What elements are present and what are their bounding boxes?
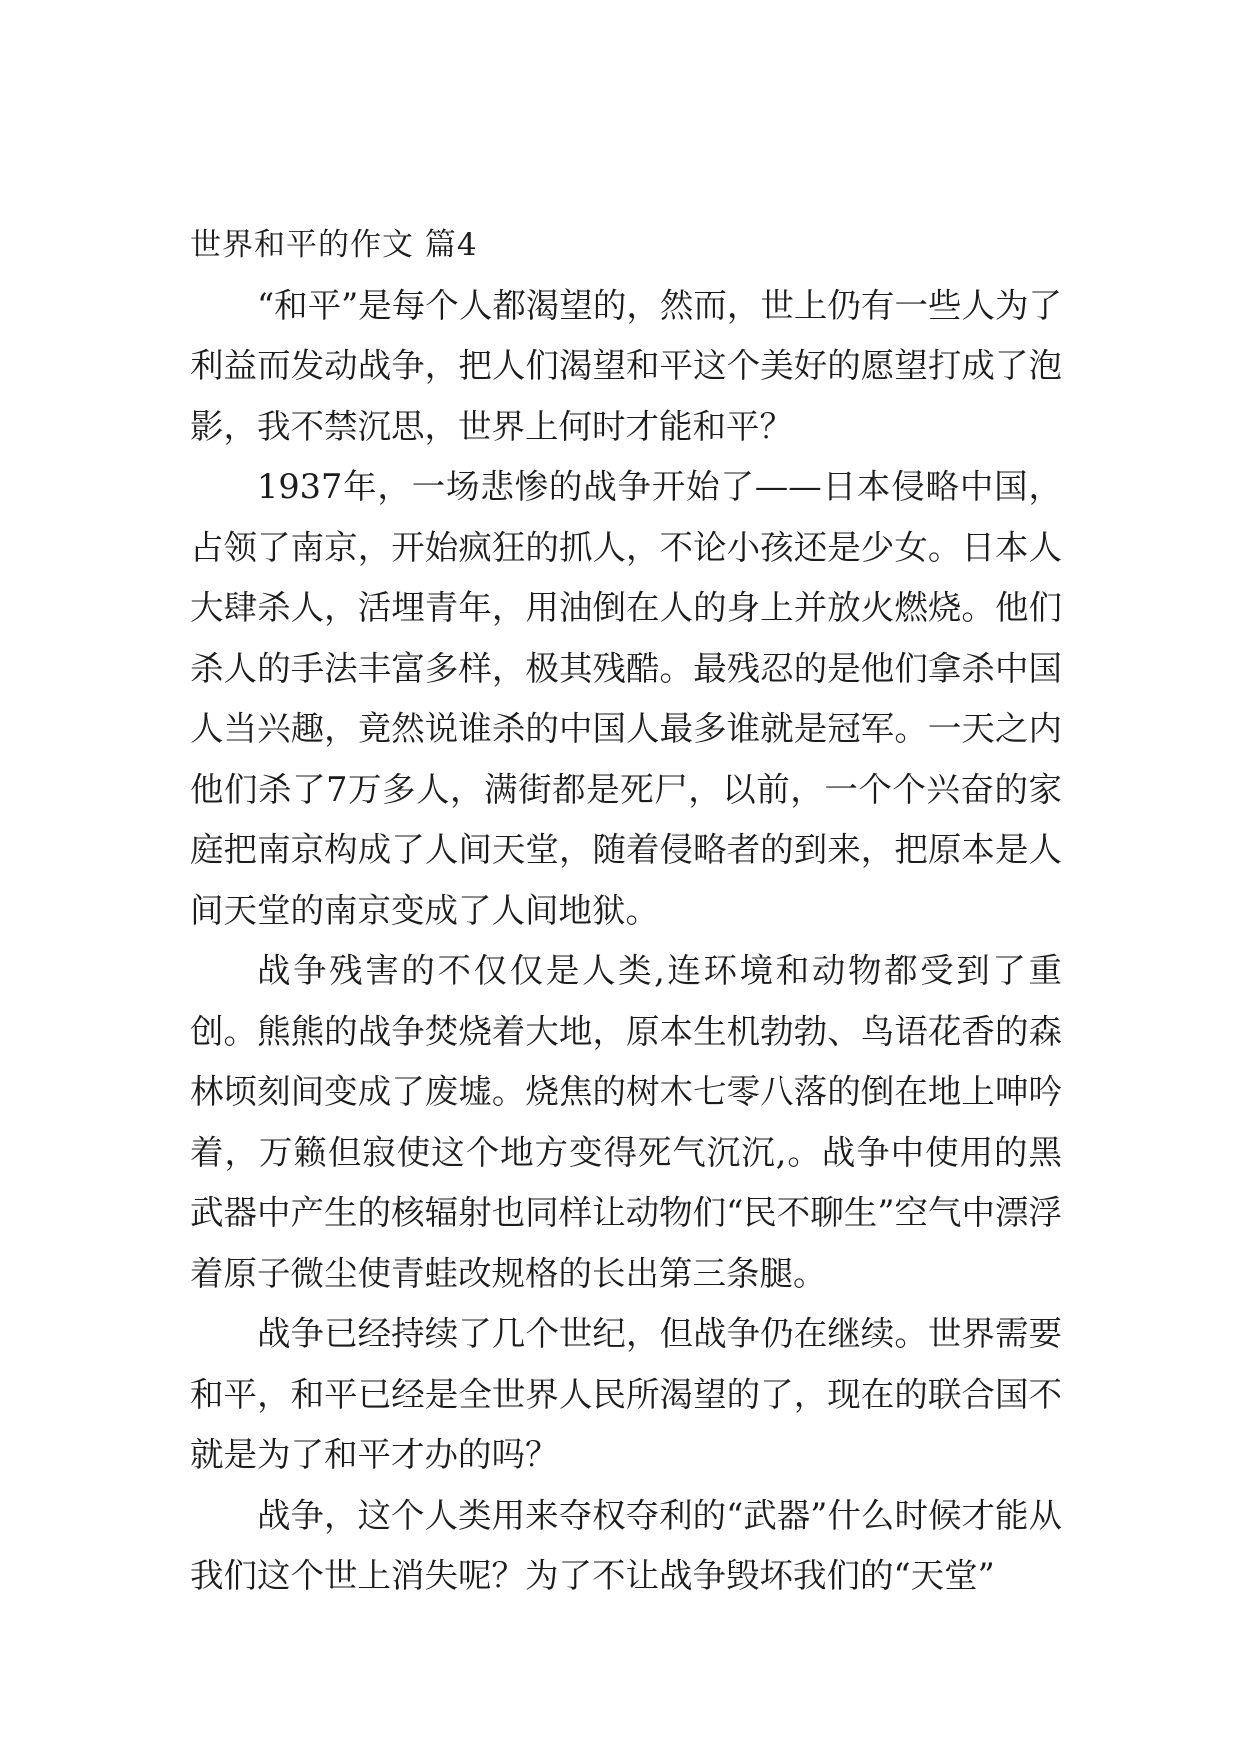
paragraph-5: 战争，这个人类用来夺权夺利的“武器”什么时候才能从我们这个世上消失呢？为了不让战争毁坏我们的“天堂” — [190, 1495, 1062, 1595]
document-title: 世界和平的作文 篇4 — [190, 227, 478, 263]
paragraph-2: 1937年，一场悲惨的战争开始了——日本侵略中国，占领了南京，开始疯狂的抓人，不论小孩还是少女。日本人大肆杀人，活埋青年，用油倒在人的身上并放火燃烧。他们杀人的手法丰富多样，极其残酷。最残忍的是他们拿杀中国人当兴趣，竟然说谁杀的中国人最多谁就是冠军。一天之内他们杀了7万多人，满街都是死尸，以前，一个个兴奋的家庭把南京构成了人间天堂，随着侵略者的到来，把原本是人间天堂的南京变成了人间地狱。 — [190, 467, 1062, 930]
paragraph-4: 战争已经持续了几个世纪，但战争仍在继续。世界需要和平，和平已经是全世界人民所渴望的了，现在的联合国不就是为了和平才办的吗？ — [190, 1314, 1062, 1474]
document-body — [190, 215, 1062, 1607]
paragraph-3: 战争残害的不仅仅是人类,连环境和动物都受到了重创。熊熊的战争焚烧着大地，原本生机勃勃、鸟语花香的森林顷刻间变成了废墟。烧焦的树木七零八落的倒在地上呻吟着，万籁但寂使这个地方变得死气沉沉,。战争中使用的黑武器中产生的核辐射也同样让动物们“民不聊生”空气中漂浮着原子微尘使青蛙改规格的长出第三条腿。 — [190, 951, 1062, 1293]
paragraph-1: “和平”是每个人都渴望的，然而，世上仍有一些人为了利益而发动战争，把人们渴望和平这个美好的愿望打成了泡影，我不禁沉思，世界上何时才能和平？ — [190, 285, 1062, 446]
